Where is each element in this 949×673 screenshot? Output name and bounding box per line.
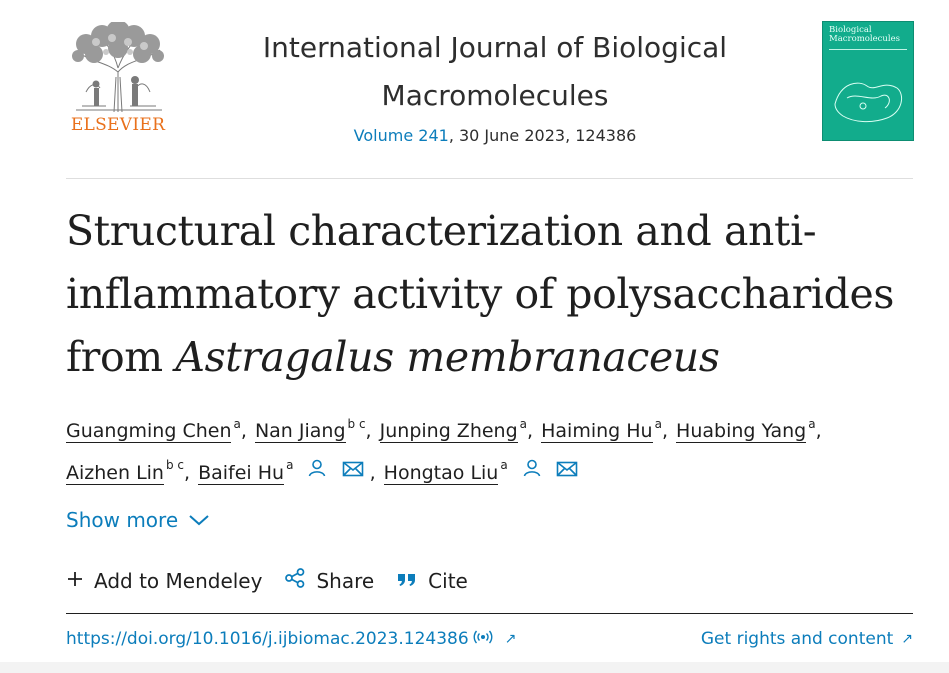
journal-cover-image[interactable] [822,21,914,141]
external-arrow-icon: ↗ [901,631,913,647]
issue-info [230,126,760,145]
doi-text: https://doi.org/10.1016/j.ijbiomac.2023.124386 [66,629,469,649]
external-arrow-icon: ↗ [504,631,517,647]
affiliation-marker[interactable]: a [808,417,816,431]
journal-title-line1: International Journal of Biological [262,31,728,64]
envelope-icon[interactable] [556,454,578,490]
article-title [66,200,926,389]
journal-title [230,24,760,120]
author [254,417,366,443]
author [66,417,241,443]
author [541,417,662,443]
show-more-label: Show more [66,508,179,532]
elsevier-logo[interactable] [66,22,170,136]
envelope-icon[interactable] [342,454,364,490]
actions-divider [66,613,913,614]
volume-link[interactable]: Volume 241 [353,126,449,145]
add-to-mendeley-button[interactable] [66,569,262,593]
show-more-button[interactable] [66,508,210,532]
cover-title-line1: Biological [829,25,872,35]
author-link[interactable]: Junping Zheng [379,420,518,443]
cover-artwork [823,22,913,140]
elsevier-tree-icon [66,22,170,114]
affiliation-marker[interactable]: b c [347,417,366,431]
author [379,417,528,443]
affiliation-marker[interactable]: b c [165,458,184,473]
header-divider [66,178,913,179]
journal-info [230,24,760,145]
share-button[interactable] [284,567,374,594]
author-link[interactable]: Baifei Hu [198,461,285,484]
affiliation-marker[interactable]: a [654,417,662,431]
author [66,458,184,484]
cite-button[interactable] [396,569,468,593]
open-access-icon [473,629,493,649]
person-icon[interactable] [522,454,542,490]
affiliation-marker[interactable]: a [519,417,528,431]
issue-date: , 30 June 2023, 124386 [448,126,637,145]
quote-icon [396,569,418,593]
cite-label: Cite [428,568,468,593]
rights-text: Get rights and content [700,629,894,649]
person-icon[interactable] [307,454,327,490]
cover-title-line2: Macromolecules [829,34,900,44]
author-link[interactable]: Aizhen Lin [66,461,164,484]
article-actions [66,567,490,594]
journal-header [0,0,949,178]
author [676,417,816,443]
doi-link[interactable] [66,629,516,649]
author [383,458,578,484]
chevron-down-icon [188,508,210,532]
journal-title-line2: Macromolecules [381,79,609,112]
author-link[interactable]: Huabing Yang [676,420,807,443]
get-rights-link[interactable] [701,629,913,649]
author [198,458,369,484]
author-link[interactable]: Nan Jiang [254,420,346,443]
journal-title-link[interactable] [263,31,727,112]
article-title-species: Astragalus membranaceus [175,333,720,381]
author-list: Guangming Chen $^a$, Nan Jiang $^{b c}$, Junping Zheng $^a$, Haiming Hu $^a$, Huabing Yang $^a$, Aizhen Lin $^{b c}$, Baifei Hu $^a$ , Hongtao Liu $^a$ [66,408,926,491]
page-bottom-edge [0,662,949,673]
article-title-main: Structural characterization and anti-inflammatory activity of polysaccharides from [66,207,894,381]
add-to-mendeley-label: Add to Mendeley [94,568,263,593]
author-link[interactable]: Haiming Hu [541,420,653,443]
author-link[interactable]: Hongtao Liu [383,461,499,484]
publisher-name: ELSEVIER [70,115,166,135]
affiliation-marker[interactable]: a [233,417,241,431]
plus-icon [66,569,84,593]
affiliation-marker[interactable]: a [286,458,294,473]
affiliation-marker[interactable]: a [500,458,508,473]
share-label: Share [316,568,375,593]
author-link[interactable]: Guangming Chen [66,420,232,443]
share-icon [284,567,306,594]
